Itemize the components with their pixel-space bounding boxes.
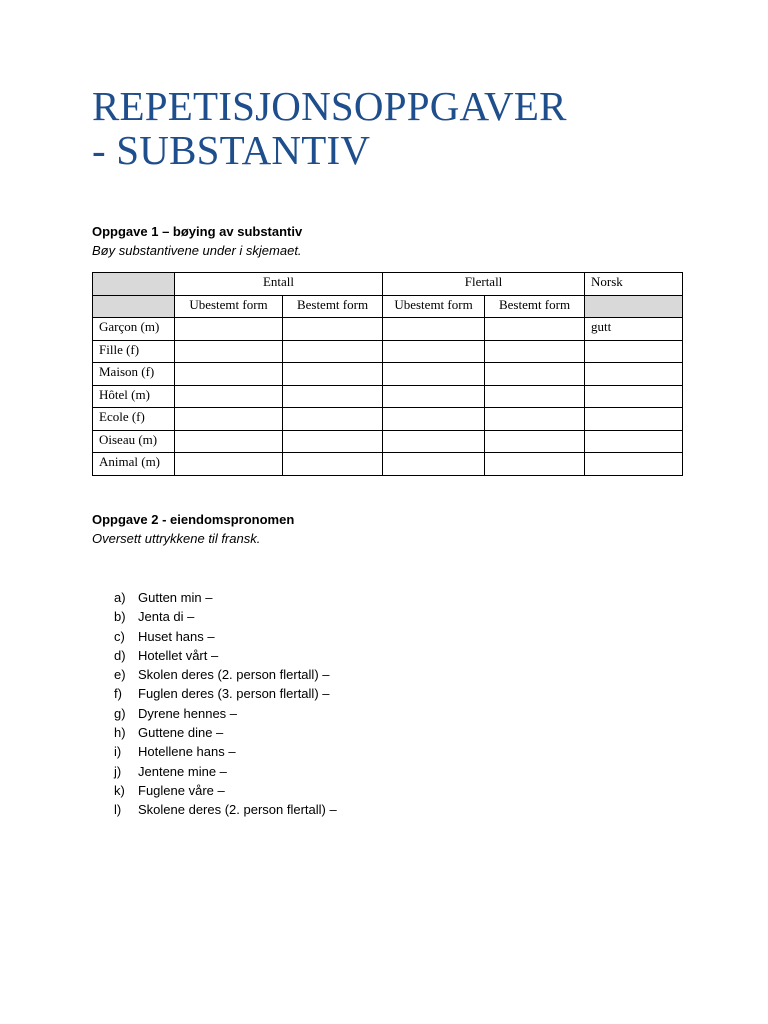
page-title-line-2: - SUBSTANTIV xyxy=(92,127,371,173)
table-row xyxy=(93,408,683,431)
table-row xyxy=(93,430,683,453)
table-subheader-row xyxy=(93,295,683,318)
list-item-text: Hotellene hans – xyxy=(138,744,236,760)
task-2-instruction: Oversett uttrykkene til fransk. xyxy=(92,531,261,546)
answer-cell[interactable]: gutt xyxy=(585,318,683,341)
answer-cell[interactable] xyxy=(485,318,585,341)
answer-cell[interactable] xyxy=(383,408,485,431)
answer-cell[interactable] xyxy=(175,340,283,363)
answer-cell[interactable] xyxy=(283,408,383,431)
table-subheader-corner xyxy=(93,295,175,318)
list-item xyxy=(114,800,337,819)
list-marker: e) xyxy=(114,667,126,683)
list-item-text: Jenta di – xyxy=(138,609,195,625)
answer-cell[interactable] xyxy=(485,408,585,431)
list-marker: i) xyxy=(114,744,122,760)
list-item xyxy=(114,723,337,742)
answer-cell[interactable] xyxy=(383,363,485,386)
answer-cell[interactable] xyxy=(283,318,383,341)
answer-cell[interactable] xyxy=(283,430,383,453)
list-marker: k) xyxy=(114,782,125,798)
task-2-heading: Oppgave 2 - eiendomspronomen xyxy=(92,512,295,527)
list-marker: c) xyxy=(114,628,125,644)
list-item xyxy=(114,665,337,684)
list-item xyxy=(114,627,337,646)
list-item xyxy=(114,781,337,800)
answer-cell[interactable] xyxy=(383,340,485,363)
answer-cell[interactable] xyxy=(283,453,383,476)
task-1-instruction: Bøy substantivene under i skjemaet. xyxy=(92,243,302,258)
table-row xyxy=(93,453,683,476)
answer-cell[interactable] xyxy=(175,408,283,431)
list-item-text: Fuglen deres (3. person flertall) – xyxy=(138,686,330,702)
page-title-line-1: REPETISJONSOPPGAVER xyxy=(92,83,567,129)
table-subheader-entall-ubestemt: Ubestemt form xyxy=(175,295,283,318)
answer-cell[interactable] xyxy=(485,385,585,408)
noun-cell: Hôtel (m) xyxy=(93,385,175,408)
table-subheader-flertall-ubestemt: Ubestemt form xyxy=(383,295,485,318)
answer-cell[interactable] xyxy=(175,363,283,386)
task-1-heading: Oppgave 1 – bøying av substantiv xyxy=(92,224,303,239)
list-marker: d) xyxy=(114,647,126,663)
table-header-corner xyxy=(93,273,175,296)
list-marker: l) xyxy=(114,802,122,818)
list-item-text: Guttene dine – xyxy=(138,725,224,741)
list-marker: g) xyxy=(114,705,126,721)
list-item-text: Huset hans – xyxy=(138,628,215,644)
list-item-text: Dyrene hennes – xyxy=(138,705,238,721)
list-item xyxy=(114,684,337,703)
answer-cell[interactable] xyxy=(585,363,683,386)
answer-cell[interactable] xyxy=(585,430,683,453)
list-marker: a) xyxy=(114,590,126,605)
list-item-text: Gutten min – xyxy=(138,590,213,605)
table-subheader-flertall-bestemt: Bestemt form xyxy=(485,295,585,318)
noun-declension-table xyxy=(92,272,683,476)
table-row xyxy=(93,340,683,363)
answer-cell[interactable] xyxy=(485,430,585,453)
list-item xyxy=(114,588,337,607)
answer-cell[interactable] xyxy=(283,340,383,363)
table-row xyxy=(93,318,683,341)
answer-cell[interactable] xyxy=(283,363,383,386)
answer-cell[interactable] xyxy=(585,453,683,476)
answer-cell[interactable] xyxy=(383,385,485,408)
noun-cell: Oiseau (m) xyxy=(93,430,175,453)
list-item xyxy=(114,742,337,761)
list-marker: b) xyxy=(114,609,126,625)
table-subheader-entall-bestemt: Bestemt form xyxy=(283,295,383,318)
answer-cell[interactable] xyxy=(585,340,683,363)
noun-cell: Ecole (f) xyxy=(93,408,175,431)
answer-cell[interactable] xyxy=(383,453,485,476)
answer-cell[interactable] xyxy=(175,318,283,341)
page-title xyxy=(92,84,712,172)
answer-cell[interactable] xyxy=(485,453,585,476)
list-item-text: Hotellet vårt – xyxy=(138,647,219,663)
list-item xyxy=(114,704,337,723)
answer-cell[interactable] xyxy=(585,408,683,431)
list-marker: h) xyxy=(114,725,126,741)
list-item xyxy=(114,607,337,626)
table-header-flertall: Flertall xyxy=(383,273,585,296)
table-subheader-norsk xyxy=(585,295,683,318)
list-marker: j) xyxy=(114,763,122,779)
table-header-entall: Entall xyxy=(175,273,383,296)
table-row xyxy=(93,385,683,408)
noun-cell: Maison (f) xyxy=(93,363,175,386)
list-item-text: Jentene mine – xyxy=(138,763,227,779)
table-header-norsk: Norsk xyxy=(585,273,683,296)
answer-cell[interactable] xyxy=(175,430,283,453)
table-header-row xyxy=(93,273,683,296)
list-item xyxy=(114,762,337,781)
noun-cell: Animal (m) xyxy=(93,453,175,476)
list-item-text: Fuglene våre – xyxy=(138,782,225,798)
list-marker: f) xyxy=(114,686,122,702)
translation-task-list xyxy=(114,588,337,820)
answer-cell[interactable] xyxy=(175,453,283,476)
noun-cell: Fille (f) xyxy=(93,340,175,363)
list-item-text: Skolen deres (2. person flertall) – xyxy=(138,667,330,683)
answer-cell[interactable] xyxy=(485,340,585,363)
list-item xyxy=(114,646,337,665)
answer-cell[interactable] xyxy=(283,385,383,408)
answer-cell[interactable] xyxy=(383,430,485,453)
answer-cell[interactable] xyxy=(383,318,485,341)
answer-cell[interactable] xyxy=(175,385,283,408)
noun-cell: Garçon (m) xyxy=(93,318,175,341)
answer-cell[interactable] xyxy=(585,385,683,408)
list-item-text: Skolene deres (2. person flertall) – xyxy=(138,802,337,818)
answer-cell[interactable] xyxy=(485,363,585,386)
table-row xyxy=(93,363,683,386)
